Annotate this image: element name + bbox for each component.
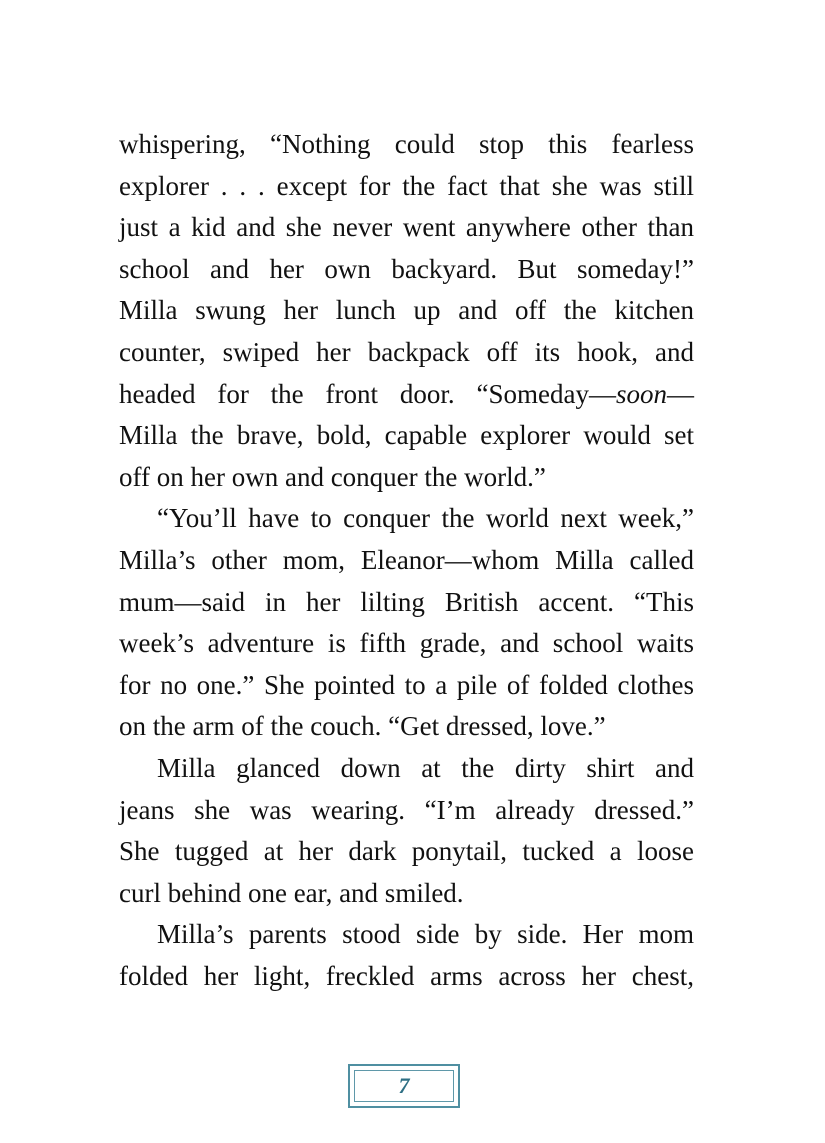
text-line: on the arm of the couch. “Get dressed, love.”: [119, 711, 606, 742]
text-line: off on her own and conquer the world.”: [119, 461, 546, 492]
text-line: folded her light, freckled arms across her chest,: [119, 960, 694, 991]
text-line: whispering, “Nothing could stop this fearless: [119, 129, 694, 159]
text-line: mum—said in her lilting British accent. “This: [119, 586, 694, 617]
text-line: counter, swiped her backpack off its hook, and: [119, 336, 694, 367]
body-text: [119, 124, 694, 997]
text-line: Milla swung her lunch up and off the kitchen: [119, 295, 694, 326]
text-line-with-italic: [119, 374, 694, 416]
text-run: headed for the front door. “Someday—: [119, 378, 616, 409]
text-line: curl behind one ear, and smiled.: [119, 877, 464, 908]
text-line: “You’ll have to conquer the world next week,”: [157, 503, 694, 534]
text-line: just a kid and she never went anywhere other than: [119, 212, 694, 243]
text-line: Milla’s parents stood side by side. Her mom: [157, 919, 694, 950]
text-line: school and her own backyard. But someday!”: [119, 253, 694, 284]
text-line: Milla’s other mom, Eleanor—whom Milla called: [119, 544, 694, 575]
text-line: Milla glanced down at the dirty shirt and: [157, 752, 694, 783]
text-line: for no one.” She pointed to a pile of folded clothes: [119, 669, 694, 700]
page-number: 7: [398, 1073, 410, 1098]
text-run: —: [667, 378, 694, 409]
italic-word: soon: [615, 378, 667, 409]
text-line: week’s adventure is fifth grade, and school waits: [119, 628, 694, 659]
text-line: Milla the brave, bold, capable explorer would set: [119, 420, 694, 451]
text-line: jeans she was wearing. “I’m already dressed.”: [119, 794, 694, 825]
text-line: explorer . . . except for the fact that she was still: [119, 170, 694, 201]
page-number-frame: [348, 1064, 460, 1108]
text-line: She tugged at her dark ponytail, tucked a loose: [119, 836, 694, 867]
